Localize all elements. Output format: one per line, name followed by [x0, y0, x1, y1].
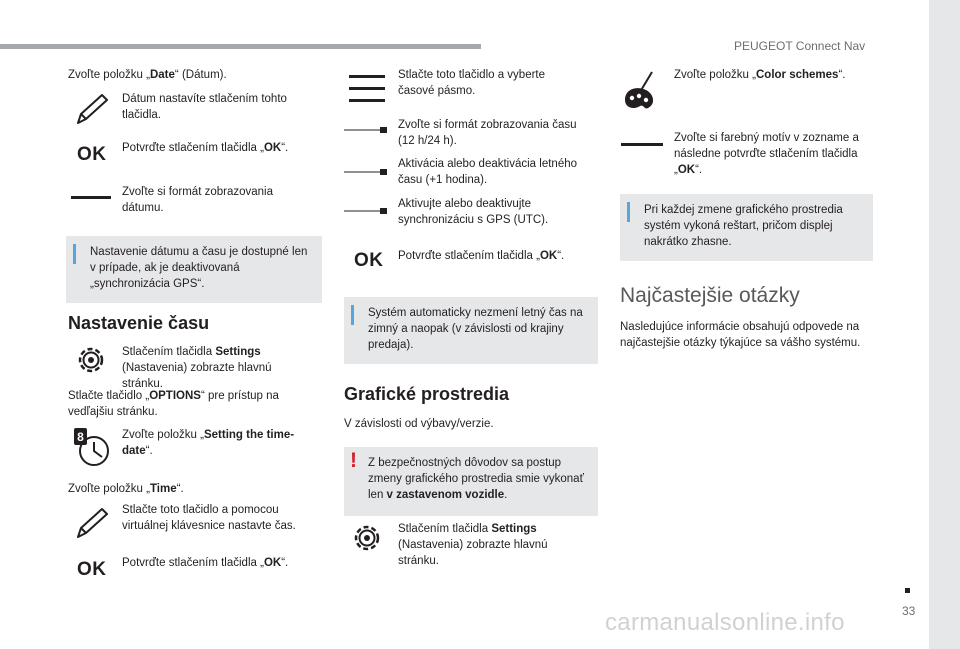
- time-item-text: Zvoľte položku „Time“.: [68, 483, 184, 495]
- info-note: Pri každej zmene grafického prostredia systém vykoná reštart, pričom displej nakrátko zhasne.: [620, 194, 873, 261]
- ok-icon[interactable]: OK: [354, 250, 384, 271]
- toggle-icon[interactable]: [344, 167, 388, 177]
- confirm-ok-text: Potvrďte stlačením tlačidla „OK“.: [398, 250, 565, 262]
- list-button-icon[interactable]: [70, 192, 112, 204]
- menu-icon[interactable]: [347, 72, 387, 106]
- info-note: Nastavenie dátumu a času je dostupné len v prípade, ak je deaktivovaná „synchronizácia GPS“.: [66, 236, 322, 303]
- time-format-text: Zvoľte si formát zobrazovania času (12 h/24 h).: [398, 119, 577, 147]
- pencil-date-text: Dátum nastavíte stlačením tohto tlačidla.: [122, 93, 287, 121]
- version-text: V závislosti od výbavy/verzie.: [344, 418, 494, 430]
- timezone-text: Stlačte toto tlačidlo a vyberte časové pásmo.: [398, 69, 546, 97]
- section-heading-graphics: Grafické prostredia: [344, 384, 510, 404]
- watermark: carmanualsonline.info: [605, 609, 845, 636]
- settings-text: Stlačením tlačidla Settings (Nastavenia) zobrazte hlavnú stránku.: [398, 523, 548, 567]
- section-heading-time: Nastavenie času: [68, 313, 210, 333]
- header-rule: [0, 44, 481, 49]
- confirm-ok-text: Potvrďte stlačením tlačidla „OK“.: [122, 142, 289, 154]
- info-bar-icon: [73, 244, 76, 264]
- pencil-icon[interactable]: [74, 93, 110, 127]
- header-title: PEUGEOT Connect Nav: [734, 39, 866, 53]
- gps-sync-text: Aktivujte alebo deaktivujte synchronizáciu s GPS (UTC).: [398, 198, 549, 226]
- list-button-icon[interactable]: [620, 139, 664, 151]
- clock-icon[interactable]: [72, 426, 112, 468]
- color-theme-text: Zvoľte si farebný motív v zozname a následne potvrďte stlačením tlačidla „OK“.: [674, 132, 859, 176]
- warning-icon: !: [350, 449, 357, 472]
- page-number: 33: [902, 604, 916, 618]
- faq-intro-text: Nasledujúce informácie obsahujú odpovede na najčastejšie otázky týkajúce sa vášho systému.: [620, 321, 861, 349]
- toggle-icon[interactable]: [344, 206, 388, 216]
- gear-icon[interactable]: [351, 522, 383, 554]
- page-marker: [905, 588, 910, 593]
- pencil-icon[interactable]: [74, 507, 110, 541]
- options-text: Stlačte tlačidlo „OPTIONS“ pre prístup na vedľajšiu stránku.: [68, 390, 279, 418]
- side-strip: [929, 0, 960, 649]
- paragraph-date: Zvoľte položku „Date“ (Dátum).: [68, 69, 227, 81]
- summer-time-text: Aktivácia alebo deaktivácia letného času (+1 hodina).: [398, 158, 578, 186]
- confirm-ok-text: Potvrďte stlačením tlačidla „OK“.: [122, 557, 289, 569]
- clock-badge: 8: [77, 430, 84, 444]
- date-format-text: Zvoľte si formát zobrazovania dátumu.: [122, 186, 273, 214]
- info-bar-icon: [351, 305, 354, 325]
- warning-note: ! Z bezpečnostných dôvodov sa postup zmeny grafického prostredia smie vykonať len v zastavenom vozidle.: [344, 447, 598, 516]
- ok-icon[interactable]: OK: [77, 559, 107, 580]
- gear-icon[interactable]: [75, 344, 107, 376]
- palette-icon[interactable]: [622, 70, 662, 112]
- toggle-icon[interactable]: [344, 125, 388, 135]
- info-note: Systém automaticky nezmení letný čas na zimný a naopak (v závislosti od krajiny predaja).: [344, 297, 598, 364]
- ok-icon[interactable]: OK: [77, 144, 107, 165]
- pencil-time-text: Stlačte toto tlačidlo a pomocou virtuálnej klávesnice nastavte čas.: [122, 504, 296, 532]
- section-heading-faq: Najčastejšie otázky: [620, 284, 800, 307]
- color-schemes-text: Zvoľte položku „Color schemes“.: [674, 69, 846, 81]
- info-bar-icon: [627, 202, 630, 222]
- settings-text: Stlačením tlačidla Settings (Nastavenia) zobrazte hlavnú stránku.: [122, 346, 272, 390]
- time-date-text: Zvoľte položku „Setting the time-date“.: [122, 429, 295, 457]
